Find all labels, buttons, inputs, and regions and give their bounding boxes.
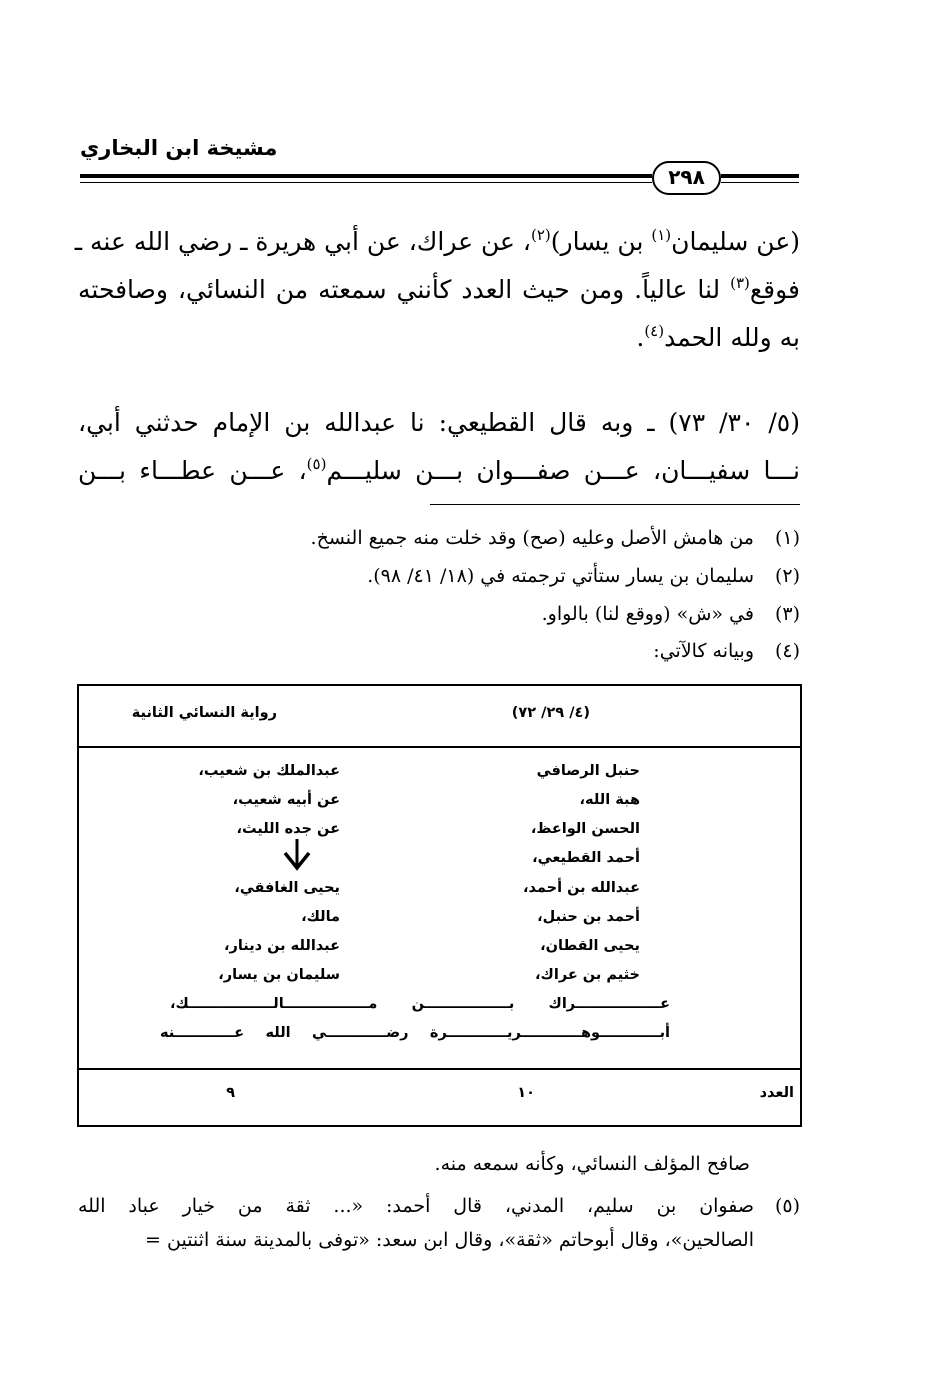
down-arrow-icon <box>282 837 312 871</box>
footnote-line: الصالحين»، وقال أبوحاتم «ثقة»، وقال ابن سعد: «توفى بالمدينة سنة اثنتين = <box>145 1229 754 1251</box>
footnote-number: (٤) <box>774 640 800 662</box>
chain-right-item: أحمد بن حنبل، <box>537 909 640 925</box>
text-run: أبـ <box>654 1025 670 1041</box>
header-narration-ref: (٤/ ٢٩/ ٧٢) <box>511 705 590 721</box>
footnote-4 <box>78 634 800 668</box>
text-run: ـراك بـ <box>503 996 581 1012</box>
chain-left-item: مالك، <box>301 909 340 925</box>
text-run: (عن سليمان <box>671 227 800 256</box>
footnote-text: وبيانه كالآتي: <box>653 640 754 662</box>
count-right: ١٠ <box>517 1085 535 1101</box>
footnote-number: (٣) <box>774 603 800 625</box>
footnote-ref-2: (٢) <box>530 226 551 244</box>
isnad-comparison-table <box>77 684 802 1127</box>
chain-left-item: عن جده الليث، <box>236 821 340 837</box>
running-header-title: مشيخة ابن البخاري <box>80 136 278 160</box>
footnote-ref-1: (١) <box>651 226 672 244</box>
text-run: ـك، <box>170 996 194 1012</box>
text-run: فوقع <box>749 275 800 304</box>
text-run: . <box>636 323 645 352</box>
text-run: بن يسار) <box>550 227 652 256</box>
text-run: ـي الله عـ <box>229 1025 332 1041</box>
footnote-2 <box>78 559 800 593</box>
main-line <box>74 218 800 266</box>
shared-chain-line-2: أبــــــــــــوهــــــــــــريــــــــــــرة رضــــــــــــي الله عــــــــــــنه <box>160 1025 670 1041</box>
main-line: (٥/ ٣٠/ ٧٣) ـ وبه قال القطيعي: نا عبدالله بن الإمام حدثني أبي، <box>78 408 800 437</box>
chain-right-item: حنبل الرصافي <box>536 763 640 779</box>
header-nasai-second: رواية النسائي الثانية <box>131 705 277 721</box>
text-run: لنا عالياً. ومن حيث العدد كأنني سمعته من النسائي، وصافحته <box>78 275 731 304</box>
footnote-number: (٥) <box>774 1195 800 1217</box>
main-line <box>78 314 800 362</box>
text-run: ـنه <box>160 1025 180 1041</box>
footnote-3 <box>78 597 800 631</box>
count-left: ٩ <box>226 1085 235 1101</box>
chain-right-item: خثيم بن عراك، <box>535 967 640 983</box>
footnote-1 <box>78 521 800 555</box>
text-run: ـريـ <box>502 1025 527 1041</box>
main-line <box>78 447 800 495</box>
footnote-separator <box>430 504 800 505</box>
text-run: ـالـ <box>268 996 290 1012</box>
chain-right-item: أحمد القطيعي، <box>532 850 640 866</box>
chain-left-item: عن أبيه شعيب، <box>232 792 340 808</box>
footnote-ref-5: (٥) <box>306 455 327 473</box>
footnote-number: (٢) <box>774 565 800 587</box>
footnote-5 <box>78 1189 800 1257</box>
text-run: عـ <box>655 996 670 1012</box>
text-run: ـوهـ <box>576 1025 606 1041</box>
shared-chain-line-1: عـــــــــــــــــراك بـــــــــــــــــن مـــــــــــــــــالـــــــــــــــــك، <box>170 996 670 1012</box>
main-line <box>78 266 800 314</box>
footnote-ref-4: (٤) <box>644 322 665 340</box>
table-header-row <box>79 686 800 748</box>
chain-right-item: عبدالله بن أحمد، <box>523 880 640 896</box>
footnote-ref-3: (٣) <box>730 274 750 292</box>
text-run: ، عن عراك، عن أبي هريرة ـ رضي الله عنه ـ <box>74 227 531 256</box>
main-paragraph-1 <box>74 218 800 362</box>
table-footer-row <box>79 1068 800 1127</box>
chain-left-item: سليمان بن يسار، <box>218 967 340 983</box>
chain-left-item: عبدالملك بن شعيب، <box>198 763 340 779</box>
footnote-text: صفوان بن سليم، المدني، قال أحمد: «... ثقة من خيار عباد الله <box>78 1195 754 1217</box>
footnote-text: من هامش الأصل وعليه (صح) وقد خلت منه جميع النسخ. <box>310 527 754 549</box>
text-run: ـرة رضـ <box>381 1025 453 1041</box>
chain-left-item: عبدالله بن دينار، <box>223 938 340 954</box>
chain-right-item: يحيى القطان، <box>540 938 640 954</box>
text-run: ، عـــن عطـــاء بـــن <box>78 456 307 485</box>
header-rule-short <box>721 174 799 183</box>
chain-left-item: يحيى الغافقي، <box>234 880 340 896</box>
count-label: العدد <box>759 1085 794 1101</box>
footnote-text: سليمان بن يسار ستأتي ترجمته في (١٨/ ٤١/ ٩٨). <box>367 565 754 587</box>
chain-right-item: الحسن الواعظ، <box>530 821 640 837</box>
page-number: ٢٩٨ <box>652 161 721 195</box>
table-note <box>435 1147 750 1181</box>
main-paragraph-2 <box>78 399 800 495</box>
header-rule-long <box>80 174 652 183</box>
chain-right-item: هبة الله، <box>579 792 640 808</box>
text-run: ـن مـ <box>363 996 430 1012</box>
text-run: به ولله الحمد <box>664 323 800 352</box>
footnote-text: في «ش» (ووقع لنا) بالواو. <box>541 603 754 625</box>
text-run: نـــا سفيـــان، عـــن صفـــوان بـــن سليـــم <box>326 456 801 485</box>
table-note-text: صافح المؤلف النسائي، وكأنه سمعه منه. <box>434 1153 750 1175</box>
footnote-number: (١) <box>774 527 800 549</box>
footnote-line <box>78 1189 800 1223</box>
